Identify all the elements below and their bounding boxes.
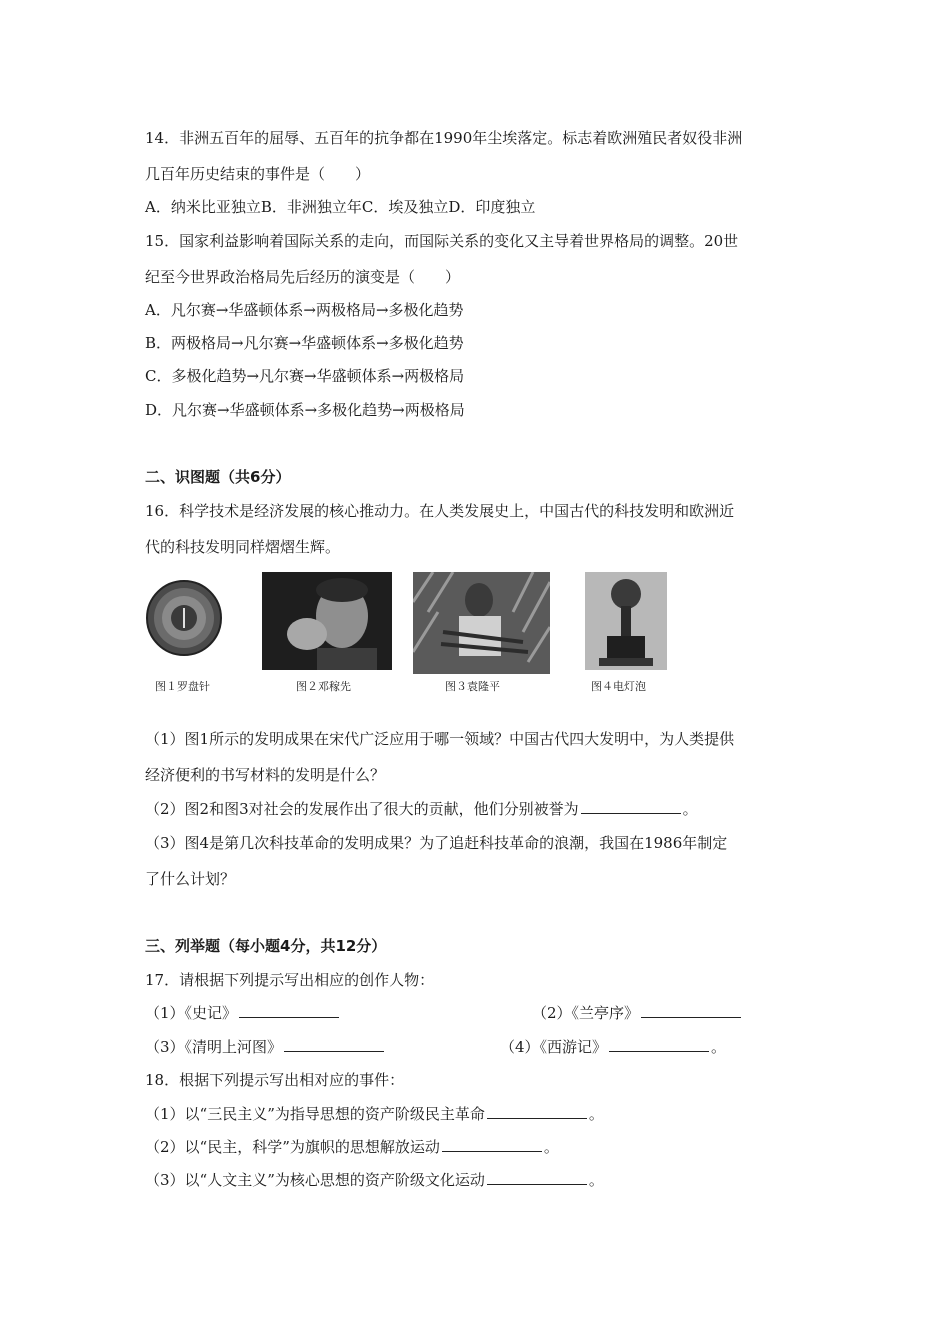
q18-item2-end: 。	[543, 1138, 559, 1156]
q14-stem-line1: 14．非洲五百年的屈辱、五百年的抗争都在1990年尘埃落定。标志着欧洲殖民者奴役非洲	[145, 129, 743, 147]
q16-sub1-line1: （1）图1所示的发明成果在宋代广泛应用于哪一领域？中国古代四大发明中，为人类提供	[145, 730, 735, 748]
q18-item1	[145, 1104, 604, 1124]
q17-stem: 17．请根据下列提示写出相应的创作人物：	[145, 971, 435, 989]
q18-item3-blank[interactable]	[487, 1170, 587, 1185]
q15-option-c: C．多极化趋势→凡尔赛→华盛顿体系→两极格局	[145, 367, 465, 385]
section3-heading: 三、列举题（每小题4分，共12分）	[145, 937, 387, 955]
q18-item2-text: （2）以“民主，科学”为旗帜的思想解放运动	[145, 1138, 440, 1156]
q16-sub3-line1: （3）图4是第几次科技革命的发明成果？为了追赶科技革命的浪潮，我国在1986年制定	[145, 834, 728, 852]
q18-item1-end: 。	[588, 1105, 604, 1123]
q17-item4-blank[interactable]	[609, 1037, 709, 1052]
q16-sub3-line2: 了什么计划？	[145, 870, 236, 888]
figure-4-caption: 图４电灯泡	[591, 680, 646, 693]
q16-stem-line2: 代的科技发明同样熠熠生辉。	[145, 538, 341, 556]
q15-option-b: B．两极格局→凡尔赛→华盛顿体系→多极化趋势	[145, 334, 464, 352]
figure-1-caption: 图１罗盘针	[155, 680, 210, 693]
q17-item2	[532, 1003, 743, 1023]
q17-item1-blank[interactable]	[239, 1003, 339, 1018]
q16-sub2-answer-blank[interactable]	[581, 799, 681, 814]
yuan-longping-photo	[413, 572, 550, 674]
q16-sub2	[145, 799, 698, 819]
q17-item1	[145, 1003, 341, 1023]
q18-item2-blank[interactable]	[442, 1137, 542, 1152]
compass-image	[145, 572, 223, 670]
q18-item2	[145, 1137, 559, 1157]
q17-item4-end: 。	[711, 1038, 727, 1056]
q18-stem: 18．根据下列提示写出相对应的事件：	[145, 1071, 405, 1089]
q16-sub1-line2: 经济便利的书写材料的发明是什么？	[145, 766, 386, 784]
q14-options: A．纳米比亚独立B．非洲独立年C．埃及独立D．印度独立	[145, 198, 536, 216]
q15-option-d: D．凡尔赛→华盛顿体系→多极化趋势→两极格局	[145, 401, 465, 419]
q17-item3	[145, 1037, 386, 1057]
light-bulb-image	[585, 572, 667, 670]
q17-item4-text: （4）《西游记》	[500, 1038, 608, 1056]
q14-stem-line2: 几百年历史结束的事件是（ ）	[145, 165, 371, 183]
section2-heading: 二、识图题（共6分）	[145, 468, 291, 486]
q17-item3-blank[interactable]	[284, 1037, 384, 1052]
q18-item3-end: 。	[588, 1171, 604, 1189]
q16-stem-line1: 16．科学技术是经济发展的核心推动力。在人类发展史上，中国古代的科技发明和欧洲近	[145, 502, 735, 520]
q17-item2-text: （2）《兰亭序》	[532, 1004, 640, 1022]
figure-3-caption: 图３袁隆平	[445, 680, 500, 693]
q16-sub2-text: （2）图2和图3对社会的发展作出了很大的贡献，他们分别被誉为	[145, 800, 579, 818]
figure-2-caption: 图２邓稼先	[296, 680, 351, 693]
q15-stem-line2: 纪至今世界政治格局先后经历的演变是（ ）	[145, 268, 461, 286]
q16-sub2-end: 。	[682, 800, 698, 818]
q17-item1-text: （1）《史记》	[145, 1004, 238, 1022]
q18-item3	[145, 1170, 604, 1190]
q18-item1-blank[interactable]	[487, 1104, 587, 1119]
q18-item1-text: （1）以“三民主义”为指导思想的资产阶级民主革命	[145, 1105, 485, 1123]
q17-item4	[500, 1037, 726, 1057]
q15-stem-line1: 15．国家利益影响着国际关系的走向，而国际关系的变化又主导着世界格局的调整。20世	[145, 232, 739, 250]
deng-jiaxian-photo	[262, 572, 392, 670]
q17-item3-text: （3）《清明上河图》	[145, 1038, 283, 1056]
q17-item2-blank[interactable]	[641, 1003, 741, 1018]
q18-item3-text: （3）以“人文主义”为核心思想的资产阶级文化运动	[145, 1171, 485, 1189]
q15-option-a: A．凡尔赛→华盛顿体系→两极格局→多极化趋势	[145, 301, 464, 319]
